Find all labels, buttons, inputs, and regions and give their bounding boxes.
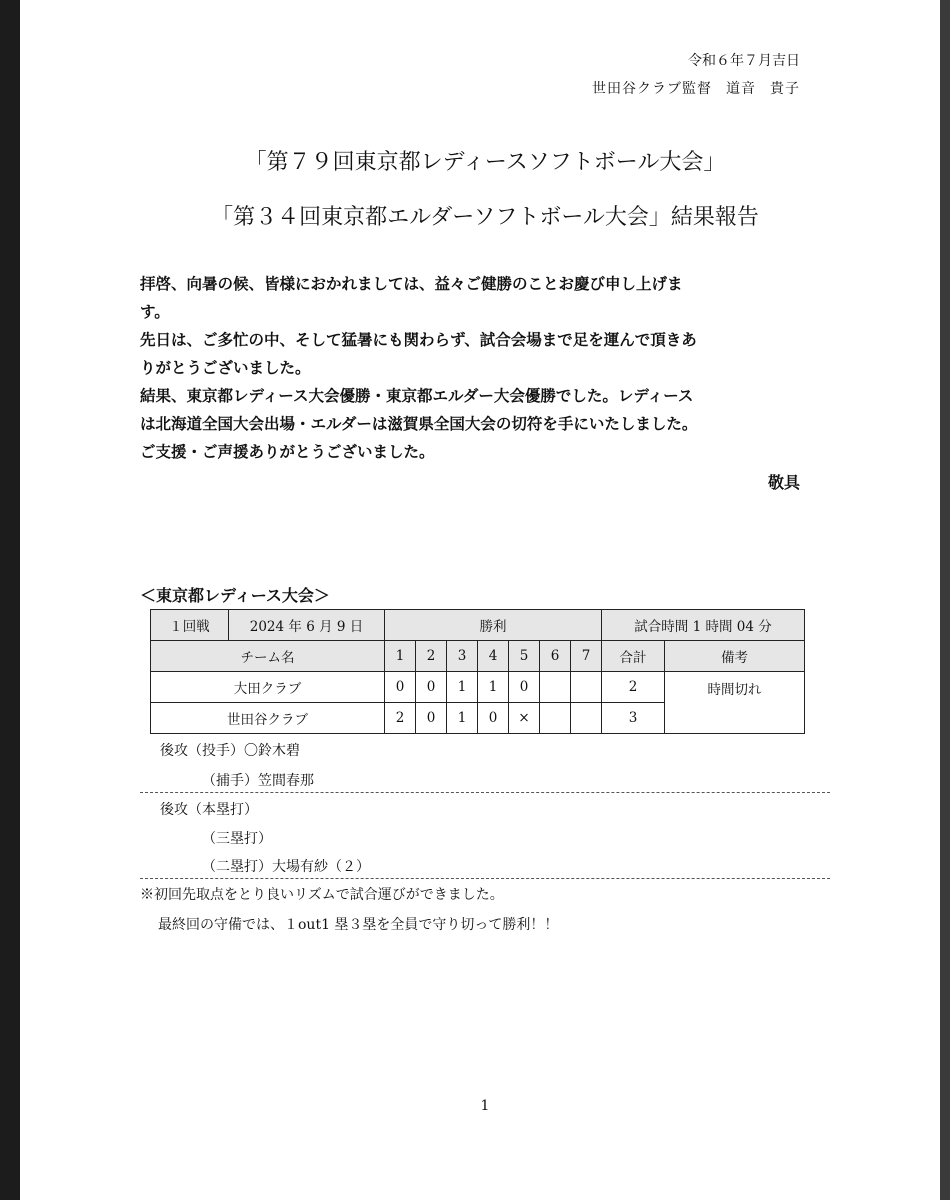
game-info-row [151, 610, 805, 641]
result-cell: 勝利 [385, 610, 602, 641]
inning-score: 0 [385, 672, 416, 703]
divider [140, 878, 830, 879]
comment-line: ※初回先取点をとり良いリズムで試合運びができました。 [140, 887, 504, 903]
body-line: は北海道全国大会出場・エルダーは滋賀県全国大会の切符を手にいたしました。 [140, 415, 698, 433]
triple-note: （三塁打） [202, 831, 272, 847]
inning-header: 5 [509, 641, 540, 672]
section-title: ＜東京都レディース大会＞ [140, 586, 330, 605]
pitcher-note: 後攻（投手）〇鈴木碧 [160, 743, 300, 759]
comment-line: 最終回の守備では、１out1 塁３塁を全員で守り切って勝利！！ [158, 917, 559, 933]
body-line: 先日は、ご多忙の中、そして猛暑にも関わらず、試合会場まで足を運んで頂きあ [140, 331, 697, 349]
total-score: 2 [602, 672, 665, 703]
divider [140, 792, 830, 793]
inning-score [571, 703, 602, 734]
body-line: ご支援・ご声援ありがとうございました。 [140, 443, 435, 461]
inning-score: 0 [478, 703, 509, 734]
document-page [20, 0, 940, 1200]
remark-cell: 時間切れ [665, 672, 805, 734]
team-header: チーム名 [151, 641, 385, 672]
inning-header: 4 [478, 641, 509, 672]
catcher-note: （捕手）笠間春那 [202, 773, 314, 789]
total-score: 3 [602, 703, 665, 734]
inning-score: 1 [447, 703, 478, 734]
author-org: 世田谷クラブ監督 [592, 81, 712, 97]
inning-header: 7 [571, 641, 602, 672]
team-name: 世田谷クラブ [151, 703, 385, 734]
inning-score: 0 [509, 672, 540, 703]
inning-score: 0 [416, 672, 447, 703]
notes-header: 備考 [665, 641, 805, 672]
inning-score: × [509, 703, 540, 734]
round-cell: １回戦 [151, 610, 229, 641]
score-table [150, 609, 805, 734]
author-first-name: 貴子 [770, 81, 800, 97]
total-header: 合計 [602, 641, 665, 672]
title-line-2: 「第３４回東京都エルダーソフトボール大会」結果報告 [211, 205, 759, 230]
page-number: 1 [480, 1098, 490, 1114]
greeting-body [140, 270, 810, 466]
double-note: （二塁打）大場有紗（２） [202, 859, 370, 875]
homerun-note: 後攻（本塁打） [160, 802, 258, 818]
inning-header: 3 [447, 641, 478, 672]
game-date-cell: 2024 年 6 月 9 日 [229, 610, 385, 641]
author-last-name: 道音 [726, 81, 756, 97]
right-border [940, 0, 950, 1200]
document-date: 令和６年７月吉日 [688, 53, 800, 69]
body-line: 拝啓、向暑の候、皆様におかれましては、益々ご健勝のことお慶び申し上げま [140, 275, 683, 293]
team-row [151, 672, 805, 703]
inning-score [540, 703, 571, 734]
body-line: りがとうございました。 [140, 359, 311, 377]
closing-word: 敬具 [767, 473, 800, 492]
duration-cell: 試合時間 1 時間 04 分 [602, 610, 805, 641]
inning-score [540, 672, 571, 703]
document-author [592, 78, 800, 98]
inning-score: 1 [447, 672, 478, 703]
inning-header: 1 [385, 641, 416, 672]
inning-header: 6 [540, 641, 571, 672]
team-name: 大田クラブ [151, 672, 385, 703]
inning-score: 0 [416, 703, 447, 734]
title-line-1: 「第７９回東京都レディースソフトボール大会」 [244, 150, 726, 175]
inning-score: 2 [385, 703, 416, 734]
body-line: す。 [140, 303, 170, 321]
body-line: 結果、東京都レディース大会優勝・東京都エルダー大会優勝でした。レディース [140, 387, 694, 405]
left-border [0, 0, 20, 1200]
inning-header: 2 [416, 641, 447, 672]
inning-score: 1 [478, 672, 509, 703]
inning-score [571, 672, 602, 703]
header-row [151, 641, 805, 672]
